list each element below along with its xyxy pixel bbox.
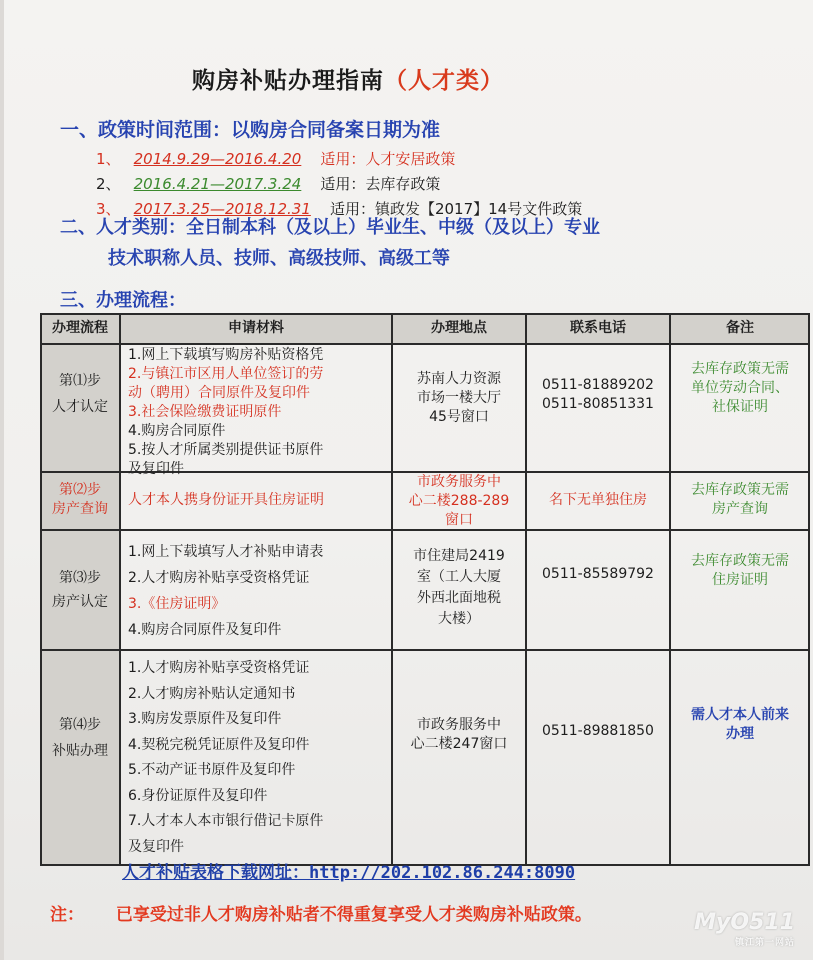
table-row-2-materials: [128, 491, 324, 510]
place-line: 45号窗口: [429, 409, 489, 425]
table-row-3-note: [670, 552, 810, 590]
material-line: 2.与镇江市区用人单位签订的劳: [128, 366, 324, 382]
note-line: 办理: [726, 726, 754, 742]
place-line: 市场一楼大厅: [417, 390, 501, 406]
step-name: 补贴办理: [52, 743, 108, 759]
step-name: 房产认定: [52, 594, 108, 610]
date-range: 2014.9.29—2016.4.20: [133, 150, 302, 168]
table-row-2-place: [392, 473, 526, 530]
watermark-sub: 镇江第一网站: [734, 938, 795, 948]
header-materials: 申请材料: [228, 320, 284, 336]
process-table: [40, 284, 810, 866]
table-row-4-place: [392, 716, 526, 754]
section2-line2: 技术职称人员、技师、高级技师、高级工等: [108, 248, 450, 269]
header-place: 办理地点: [431, 320, 487, 336]
download-link-line: [122, 858, 575, 883]
date-range: 2016.4.21—2017.3.24: [133, 175, 302, 193]
step-number: 第⑷步: [59, 717, 101, 733]
note-line: 去库存政策无需: [691, 482, 789, 498]
table-row-2-note: [670, 481, 810, 519]
step-number: 第⑴步: [59, 373, 101, 389]
page-title: [192, 62, 504, 95]
table-row-1-step: [40, 368, 120, 420]
table-row-2-phone: [526, 491, 670, 510]
note-line: 单位劳动合同、: [691, 380, 789, 396]
material-line: 5.不动产证书原件及复印件: [128, 762, 296, 778]
table-row-1-place: [392, 370, 526, 427]
place-line: 室（工人大厦: [417, 569, 501, 585]
place-line: 心二楼247窗口: [410, 736, 508, 752]
step-number: 第⑵步: [59, 482, 101, 498]
phone-note: 名下无单独住房: [549, 492, 647, 508]
title-main: 购房补贴办理指南: [192, 68, 384, 94]
place-line: 大楼）: [438, 611, 480, 627]
table-row-1-phone: [526, 376, 670, 414]
step-name: 人才认定: [52, 399, 108, 415]
table-row-2-step: [40, 481, 120, 519]
title-suffix: （人才类）: [384, 68, 504, 94]
policy-name: 适用：人才安居政策: [320, 150, 456, 168]
phone-number: 0511-89881850: [542, 723, 654, 739]
site-watermark-logo: [694, 910, 795, 948]
table-row-4-step: [40, 712, 120, 764]
download-url-link[interactable]: http://202.102.86.244:8090: [309, 863, 576, 883]
policy-item-1: [96, 148, 455, 169]
place-line: 市政务服务中: [417, 474, 501, 490]
material-line: 动（聘用）合同原件及复印件: [128, 385, 310, 401]
material-line: 3.购房发票原件及复印件: [128, 711, 282, 727]
step-name: 房产查询: [52, 501, 108, 517]
item-number: 3、: [96, 200, 121, 218]
material-line: 7.人才本人本市银行借记卡原件: [128, 813, 324, 829]
phone-number: 0511-80851331: [542, 396, 654, 412]
material-line: 4.购房合同原件及复印件: [128, 622, 282, 638]
place-line: 苏南人力资源: [417, 371, 501, 387]
note-line: 住房证明: [712, 572, 768, 588]
material-line: 2.人才购房补贴认定通知书: [128, 685, 296, 702]
policy-name: 适用：镇政发【2017】14号文件政策: [329, 200, 583, 218]
place-line: 市住建局2419: [413, 548, 505, 564]
step-number: 第⑶步: [59, 570, 101, 586]
material-line: 及复印件: [128, 461, 184, 477]
phone-number: 0511-81889202: [542, 377, 654, 393]
table-row-1-materials: [128, 346, 323, 479]
material-line: 1.网上下载填写人才补贴申请表: [128, 544, 324, 560]
note-line: 需人才本人前来: [691, 707, 789, 723]
material-line: 3.《住房证明》: [128, 596, 226, 612]
header-note: 备注: [726, 320, 754, 336]
footer-note: [50, 900, 592, 925]
document-page: [4, 0, 813, 960]
material-line: 4.购房合同原件: [128, 423, 226, 439]
watermark-brand: MyO511: [694, 910, 795, 935]
material-line: 2.人才购房补贴享受资格凭证: [128, 570, 310, 586]
table-row-3-phone: [526, 565, 670, 584]
place-line: 市政务服务中: [417, 717, 501, 733]
policy-item-2: [96, 173, 440, 194]
table-row-3-place: [392, 546, 526, 630]
note-text: 已享受过非人才购房补贴者不得重复享受人才类购房补贴政策。: [115, 905, 592, 925]
header-process: 办理流程: [52, 320, 108, 336]
place-line: 窗口: [445, 512, 473, 528]
note-label: 注：: [50, 905, 84, 925]
table-row-4-materials: [128, 656, 323, 860]
note-line: 去库存政策无需: [691, 553, 789, 569]
item-number: 2、: [96, 175, 121, 193]
header-phone: 联系电话: [570, 320, 626, 336]
policy-name: 适用：去库存政策: [320, 175, 441, 193]
material-line: 1.人才购房补贴享受资格凭证: [128, 660, 310, 676]
material-line: 及复印件: [128, 838, 184, 855]
table-row-4-phone: [526, 722, 670, 741]
material-line: 4.契税完税凭证原件及复印件: [128, 736, 310, 753]
note-line: 社保证明: [712, 399, 768, 415]
item-number: 1、: [96, 150, 121, 168]
table-row-3-materials: [128, 539, 323, 643]
material-line: 6.身份证原件及复印件: [128, 787, 268, 804]
section1-heading: 一、政策时间范围：以购房合同备案日期为准: [60, 119, 441, 141]
table-row-3-step: [40, 566, 120, 614]
material-line: 5.按人才所属类别提供证书原件: [128, 442, 324, 458]
section3-heading: 三、办理流程：: [60, 290, 186, 311]
table-row-4-note: [670, 706, 810, 744]
download-label: 人才补贴表格下载网址：: [122, 863, 309, 883]
material-line: 1.网上下载填写购房补贴资格凭: [128, 347, 324, 363]
table-row-1-note: [670, 360, 810, 417]
note-line: 房产查询: [712, 501, 768, 517]
place-line: 外西北面地税: [417, 590, 501, 606]
material-line: 人才本人携身份证开具住房证明: [128, 492, 324, 508]
material-line: 3.社会保险缴费证明原件: [128, 404, 282, 420]
note-line: 去库存政策无需: [691, 361, 789, 377]
place-line: 心二楼288-289: [408, 493, 510, 509]
section2-line1: 二、人才类别：全日制本科（及以上）毕业生、中级（及以上）专业: [60, 217, 600, 238]
date-range: 2017.3.25—2018.12.31: [133, 200, 311, 218]
phone-number: 0511-85589792: [542, 566, 654, 582]
